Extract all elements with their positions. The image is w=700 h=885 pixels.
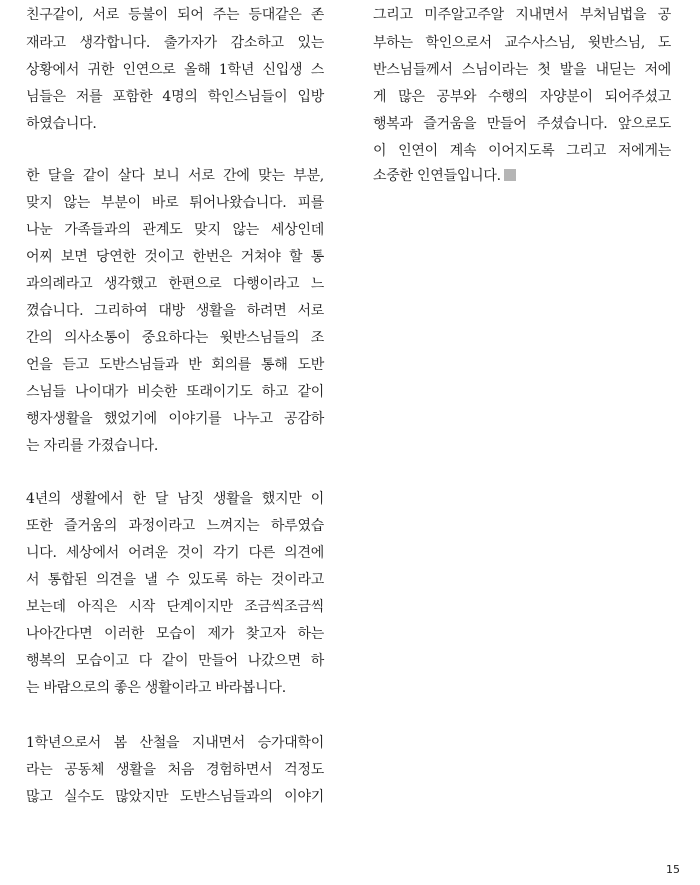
text-line: 친구같이, 서로 등불이 되어 주는 등대같은 존 (26, 7, 324, 23)
text-line: 맞지 않는 부분이 바로 튀어나왔습니다. 피를 (26, 195, 324, 211)
page-number: 15 (666, 863, 680, 876)
text-line: 하였습니다. (26, 116, 97, 132)
text-line: 보는데 아직은 시작 단계이지만 조금씩조금씩 (26, 599, 324, 615)
text-line: 라는 공동체 생활을 처음 경험하면서 걱정도 (26, 762, 324, 778)
text-line: 소중한 인연들입니다. (373, 168, 501, 184)
closing-line (373, 163, 516, 189)
text-line: 니다. 세상에서 어려운 것이 각기 다른 의견에 (26, 545, 324, 561)
text-line: 4년의 생활에서 한 달 남짓 생활을 했지만 이 (26, 491, 324, 507)
text-line: 간의 의사소통이 중요하다는 윗반스님들의 조 (26, 330, 324, 346)
text-line: 또한 즐거움의 과정이라고 느껴지는 하루였습 (26, 518, 324, 534)
text-line: 상황에서 귀한 인연으로 올해 1학년 신입생 스 (26, 62, 324, 78)
text-line: 나눈 가족들과의 관계도 맞지 않는 세상인데 (26, 222, 324, 238)
text-line: 재라고 생각합니다. 출가자가 감소하고 있는 (26, 35, 324, 51)
text-line: 언을 듣고 도반스님들과 반 회의를 통해 도반 (26, 357, 324, 373)
text-line: 과의례라고 생각했고 한편으로 다행이라고 느 (26, 276, 324, 292)
text-line: 1학년으로서 봄 산철을 지내면서 승가대학이 (26, 735, 324, 751)
text-line: 는 자리를 가졌습니다. (26, 438, 159, 454)
text-line: 게 많은 공부와 수행의 자양분이 되어주셨고 (373, 89, 671, 105)
text-line: 그리고 미주알고주알 지내면서 부처님법을 공 (373, 7, 671, 23)
text-line: 어찌 보면 당연한 것이고 한번은 거쳐야 할 통 (26, 249, 324, 265)
text-line: 행복의 모습이고 다 같이 만들어 나갔으면 하 (26, 653, 324, 669)
text-line: 반스님들께서 스님이라는 첫 발을 내딛는 저에 (373, 62, 671, 78)
text-line: 서 통합된 의견을 낼 수 있도록 하는 것이라고 (26, 572, 324, 588)
text-line: 스님들 나이대가 비슷한 또래이기도 하고 같이 (26, 384, 324, 400)
end-mark-icon (504, 169, 516, 181)
text-line: 행복과 즐거움을 만들어 주셨습니다. 앞으로도 (373, 116, 671, 132)
text-line: 부하는 학인으로서 교수사스님, 윗반스님, 도 (373, 35, 671, 51)
text-line: 행자생활을 했었기에 이야기를 나누고 공감하 (26, 411, 324, 427)
text-line: 님들은 저를 포함한 4명의 학인스님들이 입방 (26, 89, 324, 105)
text-line: 나아간다면 이러한 모습이 제가 찾고자 하는 (26, 626, 324, 642)
text-line: 는 바람으로의 좋은 생활이라고 바라봅니다. (26, 680, 286, 696)
text-line: 꼈습니다. 그리하여 대방 생활을 하려면 서로 (26, 303, 324, 319)
text-line: 많고 실수도 많았지만 도반스님들과의 이야기 (26, 789, 324, 805)
text-line: 한 달을 같이 살다 보니 서로 간에 맞는 부분, (26, 168, 324, 184)
text-line: 이 인연이 계속 이어지도록 그리고 저에게는 (373, 143, 671, 159)
